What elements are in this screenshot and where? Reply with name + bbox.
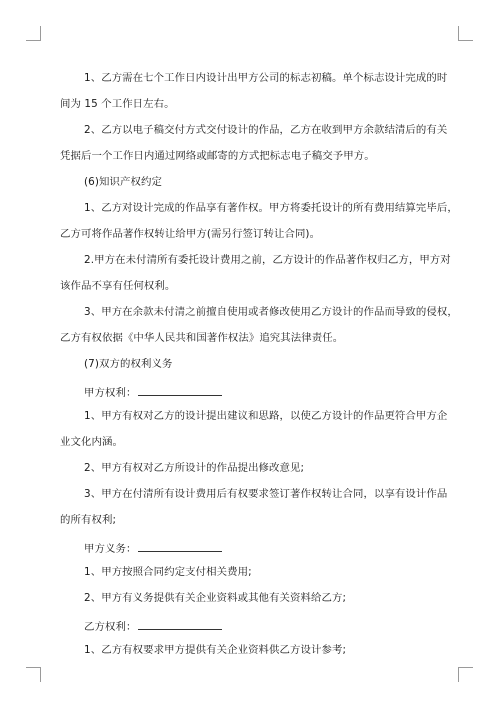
paragraph-line: 乙方可将作品著作权转让给甲方(需另行签订转让合同)。 — [60, 228, 321, 240]
paragraph-line: 间为 15 个工作日左右。 — [60, 98, 175, 110]
paragraph-line: 的所有权利; — [60, 514, 117, 526]
paragraph-line: 1、乙方需在七个工作日内设计出甲方公司的标志初稿。单个标志设计完成的时 — [84, 72, 448, 84]
field-row-party-a-obligations — [84, 540, 222, 556]
section-heading: (7)双方的权利义务 — [84, 358, 173, 370]
paragraph-line: 3、甲方在余款未付清之前擅自使用或者修改使用乙方设计的作品而导致的侵权， — [84, 306, 458, 318]
paragraph-line: 1、乙方有权要求甲方提供有关企业资料供乙方设计参考; — [84, 644, 347, 656]
section-heading: (6)知识产权约定 — [84, 176, 162, 188]
field-label: 甲方义务： — [84, 543, 137, 555]
field-label: 乙方权利： — [84, 621, 137, 633]
paragraph-line: 1、乙方对设计完成的作品享有著作权。甲方将委托设计的所有费用结算完毕后， — [84, 202, 458, 214]
paragraph-line: 该作品不享有任何权利。 — [60, 280, 176, 292]
fill-in-blank — [138, 384, 222, 396]
paragraph-line: 2、甲方有权对乙方所设计的作品提出修改意见; — [84, 462, 305, 474]
corner-mark-top-left — [26, 26, 41, 41]
paragraph-line: 2.甲方在未付清所有委托设计费用之前，乙方设计的作品著作权归乙方，甲方对 — [84, 254, 451, 266]
corner-mark-bottom-right — [458, 667, 473, 682]
corner-mark-top-right — [458, 26, 473, 41]
paragraph-line: 3、甲方在付清所有设计费用后有权要求签订著作权转让合同，以享有设计作品 — [84, 488, 448, 500]
paragraph-line: 1、甲方按照合同约定支付相关费用; — [84, 566, 252, 578]
paragraph-line: 1、甲方有权对乙方的设计提出建议和思路，以使乙方设计的作品更符合甲方企 — [84, 410, 448, 422]
paragraph-line: 凭据后一个工作日内通过网络或邮寄的方式把标志电子稿交予甲方。 — [60, 150, 375, 162]
paragraph-line: 2、甲方有义务提供有关企业资料或其他有关资料给乙方; — [84, 592, 347, 604]
field-row-party-a-rights — [84, 384, 222, 400]
fill-in-blank — [138, 540, 222, 552]
paragraph-line: 业文化内涵。 — [60, 436, 123, 448]
paragraph-line: 乙方有权依据《中华人民共和国著作权法》追究其法律责任。 — [60, 332, 344, 344]
paragraph-line: 2、乙方以电子稿交付方式交付设计的作品，乙方在收到甲方余款结清后的有关 — [84, 124, 448, 136]
corner-mark-bottom-left — [26, 667, 41, 682]
field-row-party-b-rights — [84, 618, 222, 634]
fill-in-blank — [138, 618, 222, 630]
field-label: 甲方权利： — [84, 387, 137, 399]
